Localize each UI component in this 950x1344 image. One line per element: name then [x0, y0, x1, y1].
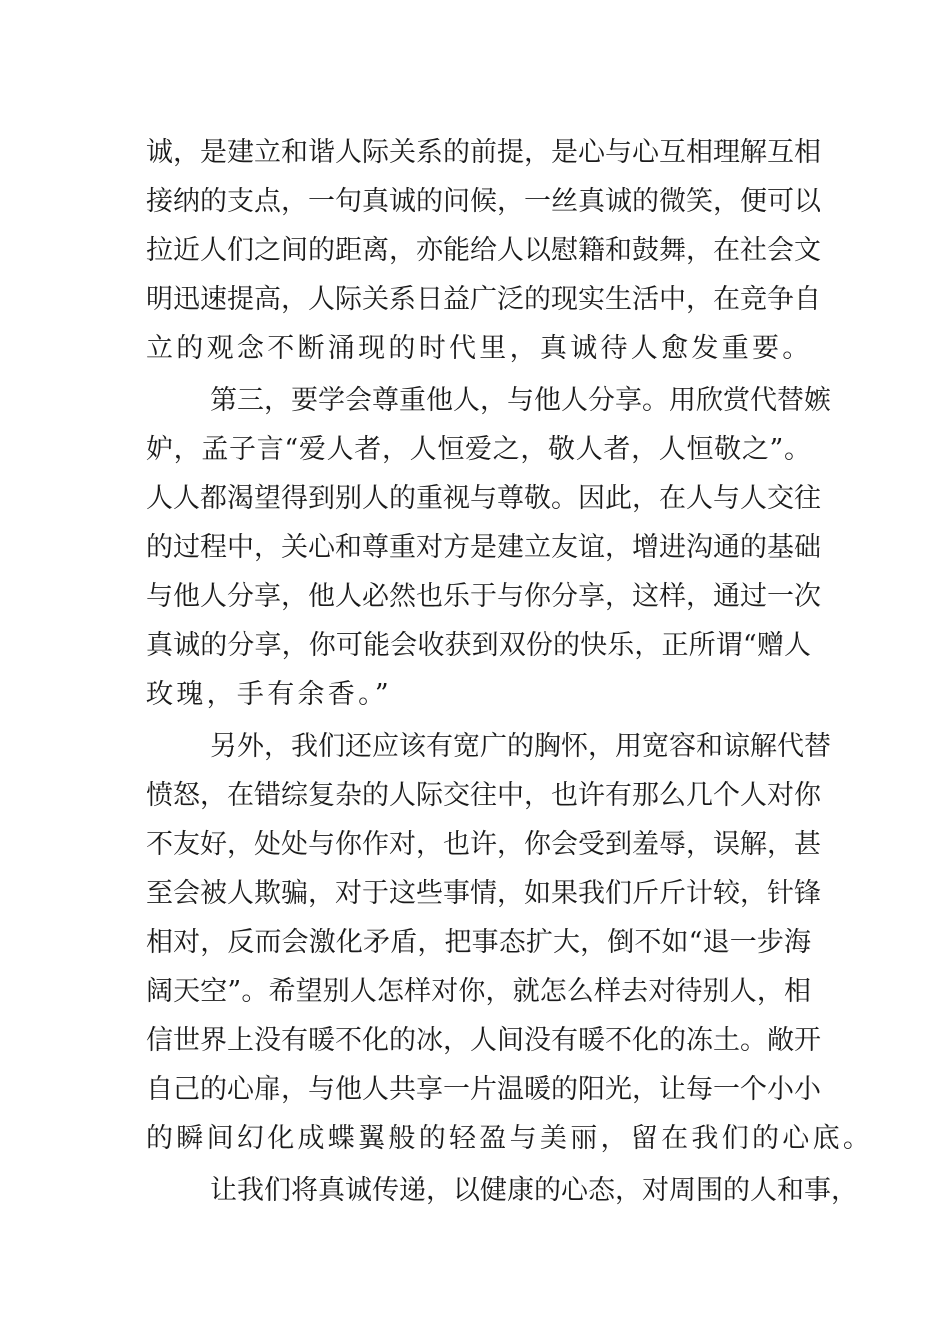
paragraph-3-line-2: 愤怒，在错综复杂的人际交往中，也许有那么几个人对你: [146, 780, 821, 811]
paragraph-4-line-1: 让我们将真诚传递，以健康的心态，对周围的人和事，: [210, 1175, 858, 1206]
paragraph-1-line-5: 立的观念不断涌现的时代里，真诚待人愈发重要。: [146, 333, 813, 364]
paragraph-3-line-4: 至会被人欺骗，对于这些事情，如果我们斤斤计较，针锋: [146, 878, 821, 909]
paragraph-2-line-6: 真诚的分享，你可能会收获到双份的快乐，正所谓“赠人: [146, 630, 811, 661]
paragraph-3-line-8: 自己的心扉，与他人共享一片温暖的阳光，让每一个小小: [146, 1074, 821, 1105]
paragraph-2-line-5: 与他人分享，他人必然也乐于与你分享，这样，通过一次: [146, 581, 821, 612]
paragraph-3-line-5: 相对，反而会激化矛盾，把事态扩大，倒不如“退一步海: [146, 927, 811, 958]
paragraph-2-line-3: 人人都渴望得到别人的重视与尊敬。因此，在人与人交往: [146, 483, 821, 514]
paragraph-3-line-7: 信世界上没有暖不化的冰，人间没有暖不化的冻土。敞开: [146, 1025, 821, 1056]
paragraph-1-line-4: 明迅速提高，人际关系日益广泛的现实生活中，在竞争自: [146, 284, 821, 315]
paragraph-3-line-3: 不友好，处处与你作对，也许，你会受到羞辱，误解，甚: [146, 829, 821, 860]
paragraph-1-line-3: 拉近人们之间的距离，亦能给人以慰籍和鼓舞，在社会文: [146, 235, 821, 266]
paragraph-2-line-1: 第三，要学会尊重他人，与他人分享。用欣赏代替嫉: [210, 385, 831, 416]
paragraph-3-line-9: 的瞬间幻化成蝶翼般的轻盈与美丽，留在我们的心底。: [146, 1123, 874, 1154]
paragraph-2-line-2: 妒，孟子言“爱人者，人恒爱之，敬人者，人恒敬之”。: [146, 434, 811, 465]
paragraph-1-line-1: 诚，是建立和谐人际关系的前提，是心与心互相理解互相: [146, 137, 821, 168]
paragraph-1-line-2: 接纳的支点，一句真诚的问候，一丝真诚的微笑，便可以: [146, 186, 821, 217]
paragraph-2-line-4: 的过程中，关心和尊重对方是建立友谊，增进沟通的基础: [146, 532, 821, 563]
paragraph-3-line-1: 另外，我们还应该有宽广的胸怀，用宽容和谅解代替: [210, 731, 831, 762]
paragraph-2-line-7: 玫瑰，手有余香。”: [146, 679, 393, 710]
paragraph-3-line-6: 阔天空”。希望别人怎样对你，就怎么样去对待别人，相: [146, 976, 811, 1007]
